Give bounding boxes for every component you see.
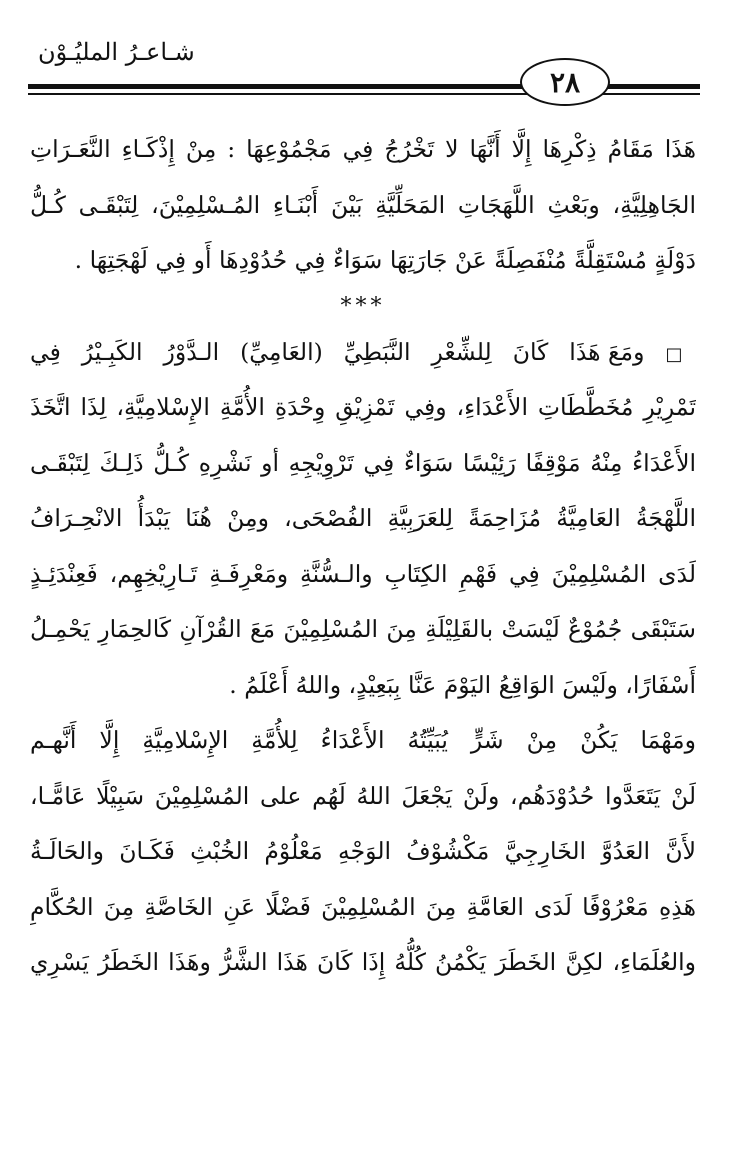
text-line: هَذِهِ مَعْرُوْفًا لَدَى العَامَّةِ مِنَ المُسْلِمِيْنَ فَضْلًا عَنِ الخَاصَّةِ مِنَ الحُكَّامِ: [30, 892, 696, 921]
paragraph-3: [30, 713, 696, 991]
paragraph-1: [30, 122, 696, 289]
text-line-content: ومَعَ هَذَا كَانَ لِلشِّعْرِ النَّبَطِيِّ (العَامِيِّ) الـدَّوْرُ الكَبِـيْرُ فِي: [30, 337, 645, 366]
text-line: [30, 325, 696, 381]
text-line: لَنْ يَتَعَدَّوا حُدُوْدَهُم، ولَنْ يَجْعَلَ اللهُ لَهُم على المُسْلِمِيْنَ سَبِيْلًا عَامًّـا،: [30, 781, 696, 810]
section-separator: ***: [340, 293, 386, 319]
paragraph-marker-icon: □: [665, 343, 696, 365]
text-line: لأَنَّ العَدُوَّ الخَارِجِيَّ مَكْشُوْفُ الوَجْهِ مَعْلُوْمُ الخُبْثِ فَكَـانَ والحَالَـةُ: [30, 837, 696, 865]
text-line: اللَّهْجَةُ العَامِيَّةُ مُزَاحِمَةً لِلعَرَبِيَّةِ الفُصْحَى، ومِنْ هُنَا يَبْدَأُ الانْحِـرَافُ: [30, 504, 696, 532]
text-line: لَدَى المُسْلِمِيْنَ فِي فَهْمِ الكِتَابِ والـسُّنَّةِ ومَعْرِفَـةِ تَـارِيْخِهِم، فَعِنْدَئِـذٍ: [30, 559, 696, 588]
text-line: أَسْفَارًا، ولَيْسَ الوَاقِعُ اليَوْمَ عَنَّا بِبَعِيْدٍ، واللهُ أَعْلَمُ .: [229, 670, 696, 699]
text-line: تَمْرِيْرِ مُخَطَّطَاتِ الأَعْدَاءِ، وفِي تَمْزِيْقِ وِحْدَةِ الأُمَّةِ الإِسْلامِيَّةِ، لِذَا اتَّخَذَ: [30, 393, 696, 421]
text-line: دَوْلَةٍ مُسْتَقِلَّةً مُنْفَصِلَةً عَنْ جَارَتِهَا سَوَاءٌ فِي حُدُوْدِهَا أَو فِي لَهْجَتِهَا .: [74, 246, 696, 274]
text-line: سَتَبْقَى جُمُوْعٌ لَيْسَتْ بالقَلِيْلَةِ مِنَ المُسْلِمِيْنَ مَعَ القُرْآنِ كَالحِمَارِ يَحْمِـلُ: [30, 615, 696, 643]
body-text: [30, 122, 696, 991]
text-line: الأَعْدَاءُ مِنْهُ مَوْقِفًا رَئِيْسًا سَوَاءٌ فِي تَرْوِيْجِهِ أو نَشْرِهِ كُـلُّ ذَلِـكَ لِتَبْقَـى: [30, 448, 696, 477]
paragraph-2: [30, 325, 696, 714]
page-number: [520, 58, 610, 106]
text-line: الجَاهِلِيَّةِ، وبَعْثِ اللَّهَجَاتِ المَحَلِّيَّةِ بَيْنَ أَبْنَـاءِ المُـسْلِمِيْنَ، لِتَبْقَـى كُـلُّ: [30, 190, 696, 219]
text-line: ومَهْمَا يَكُنْ مِنْ شَرٍّ يُبَيِّتُهُ الأَعْدَاءُ لِلأُمَّةِ الإِسْلامِيَّةِ إِلَّا أَنَّهـم: [30, 726, 696, 754]
text-line: هَذَا مَقَامُ ذِكْرِهَا إِلَّا أَنَّهَا لا تَخْرُجُ فِي مَجْمُوْعِهَا : مِنْ إِذْكَـاءِ النَّعَـرَاتِ: [30, 135, 696, 163]
running-header-title: شـاعـرُ المليُـوْن: [38, 38, 195, 66]
page-number-label: ٢٨: [549, 65, 581, 99]
text-line: والعُلَمَاءِ، لكِنَّ الخَطَرَ يَكْمُنُ كُلُّهُ إِذَا كَانَ هَذَا الشَّرُّ وهَذَا الخَطَرُ يَسْرِي: [30, 948, 696, 976]
